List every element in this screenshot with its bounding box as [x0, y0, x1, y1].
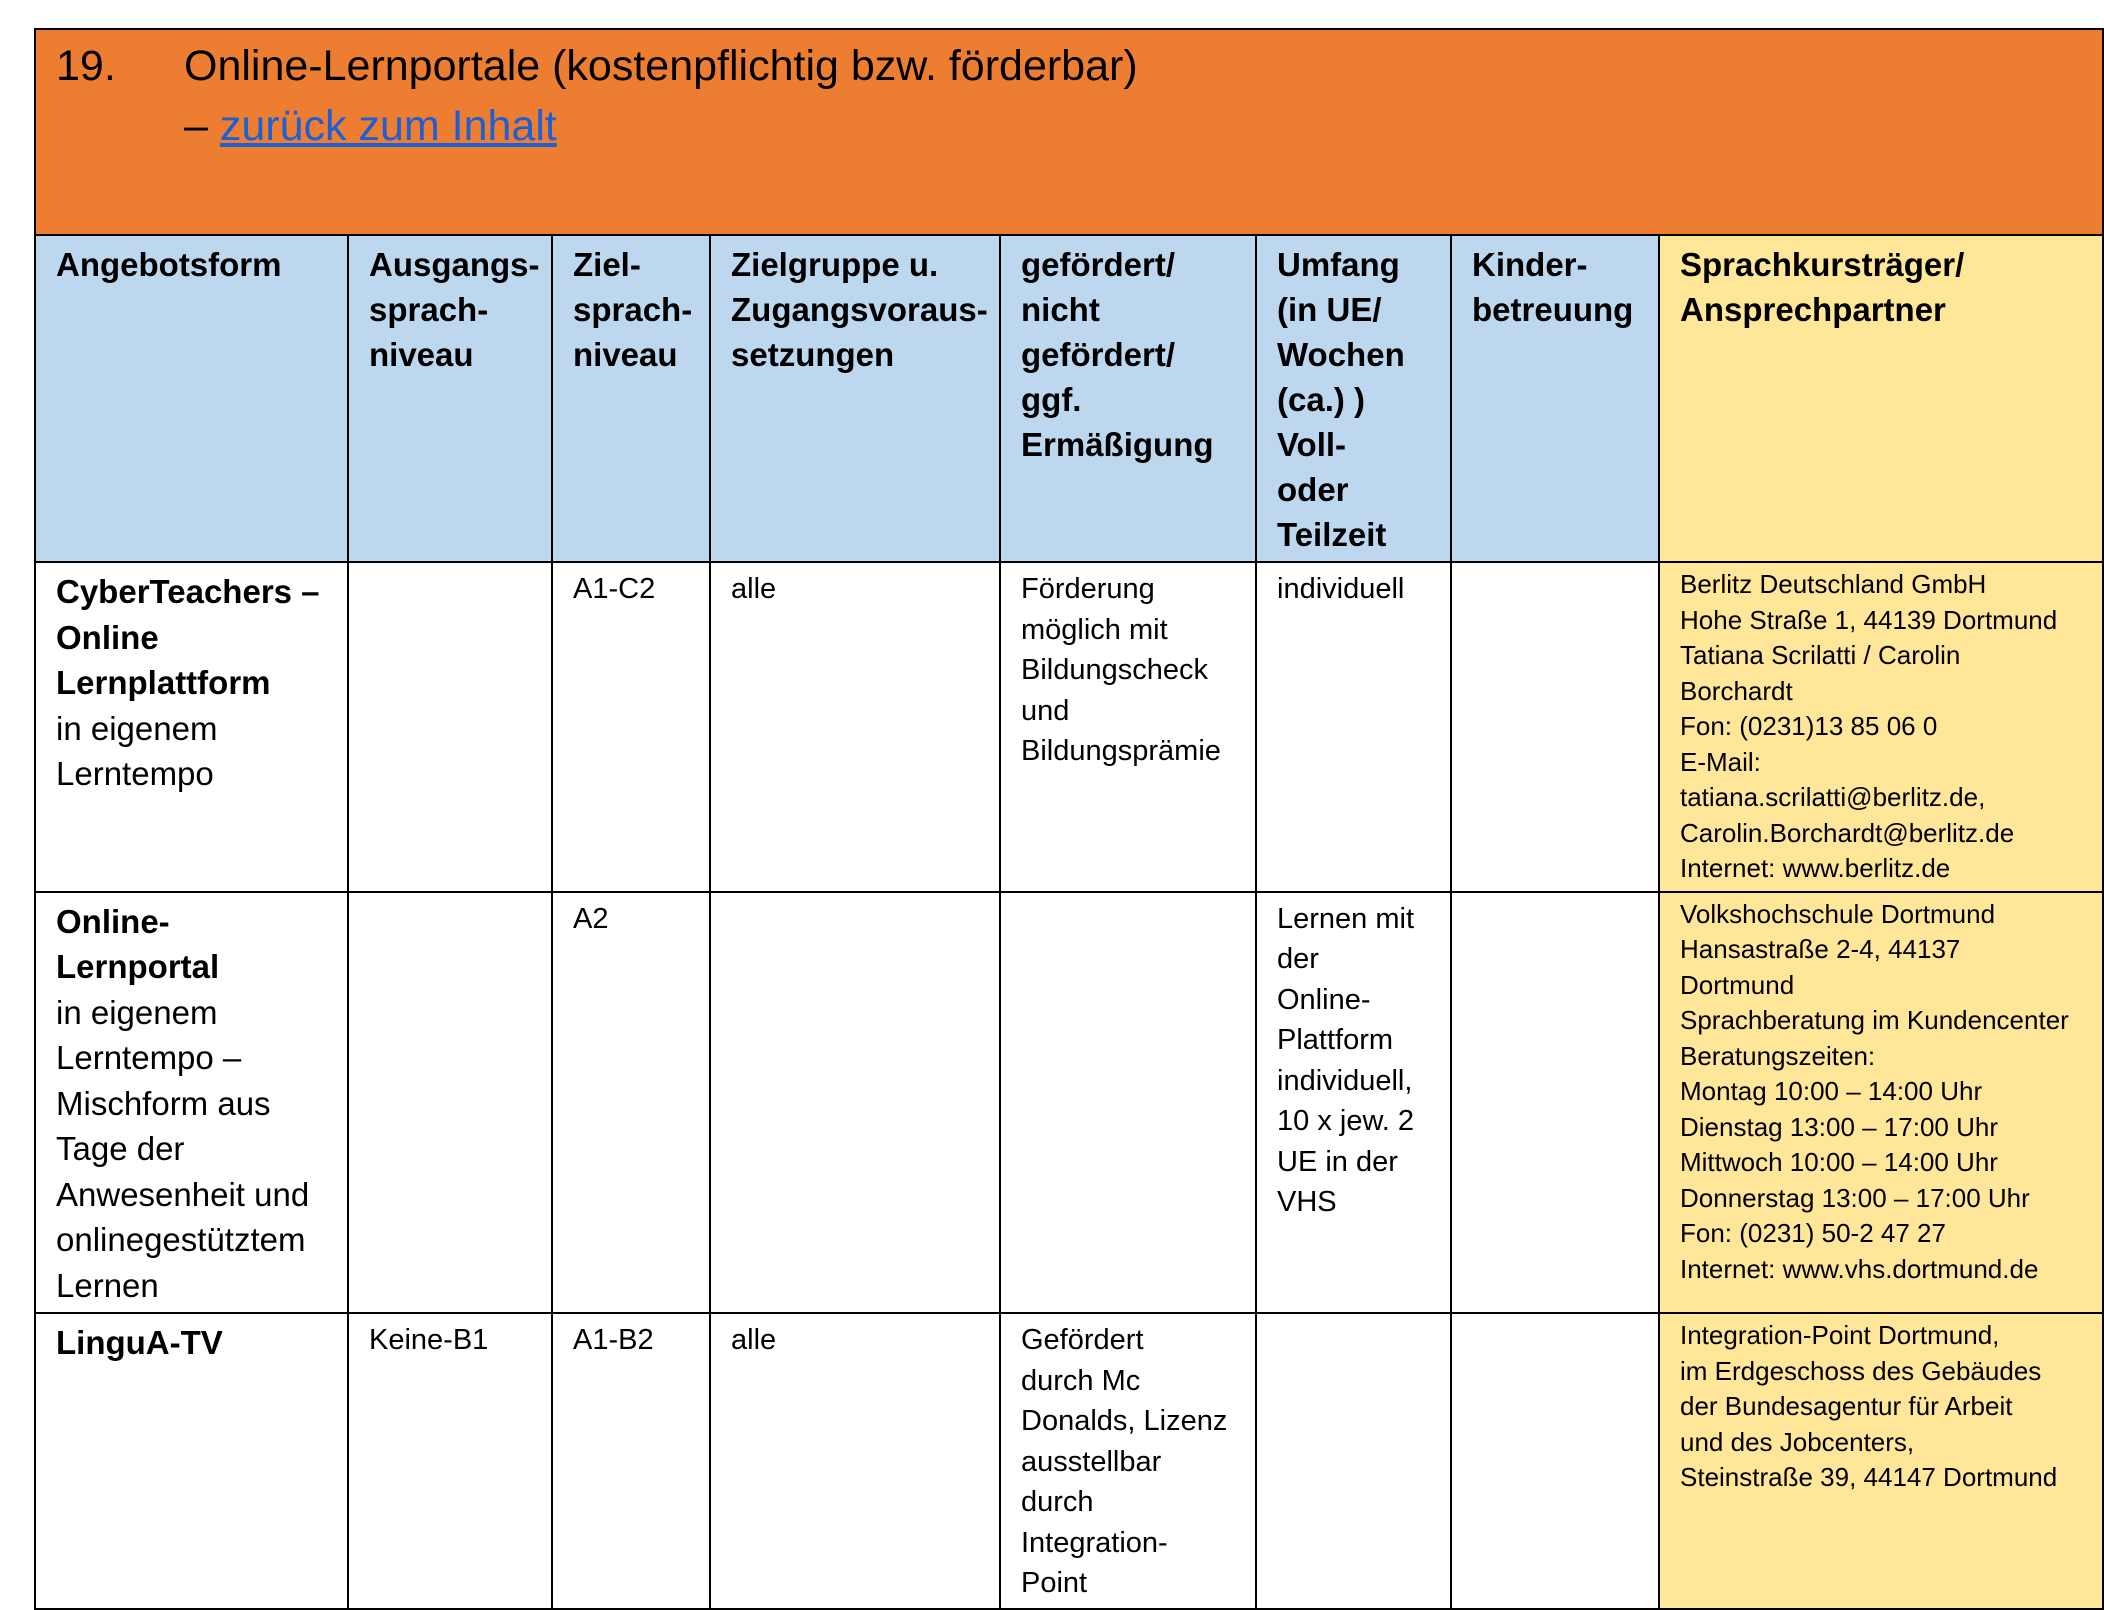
offer-name: Online — [56, 618, 159, 656]
funding-line: Point — [1021, 1567, 1088, 1599]
scope-line: individuell — [1277, 573, 1405, 605]
cell-funding — [1000, 1313, 1256, 1609]
provider-line: im Erdgeschoss des Gebäudes — [1680, 1355, 2042, 1386]
provider-line: Borchardt — [1680, 675, 1793, 706]
cell-scope — [1256, 892, 1451, 1314]
header-line: Sprachkursträger/ — [1680, 246, 1965, 283]
header-line: Angebotsform — [56, 246, 282, 283]
header-line: nicht — [1021, 291, 1100, 328]
header-target-level — [552, 235, 710, 562]
offer-name: CyberTeachers – — [56, 573, 320, 610]
provider-line: Volkshochschule Dortmund — [1680, 898, 1996, 929]
provider-line: Tatiana Scrilatti / Carolin — [1680, 640, 1961, 670]
cell-provider — [1659, 1313, 2103, 1609]
provider-line: Hansastraße 2-4, 44137 — [1680, 934, 1961, 964]
funding-line: durch Mc — [1021, 1364, 1141, 1397]
cell-offer — [35, 1313, 348, 1609]
header-line: Zugangsvoraus- — [731, 291, 988, 328]
scope-line: VHS — [1277, 1186, 1337, 1218]
provider-line: Hohe Straße 1, 44139 Dortmund — [1680, 604, 2058, 635]
header-line: ggf. — [1021, 381, 1082, 418]
header-line: Umfang — [1277, 246, 1400, 283]
offer-description: Mischform aus — [56, 1084, 271, 1122]
dash: – — [184, 102, 220, 150]
header-start-level — [348, 235, 552, 562]
header-line: betreuung — [1472, 291, 1634, 328]
provider-line: E-Mail: — [1680, 746, 1761, 777]
cell-funding — [1000, 892, 1256, 1314]
offer-name: LinguA-TV — [56, 1324, 223, 1361]
offer-description: in eigenem — [56, 709, 218, 747]
provider-line: Montag 10:00 – 14:00 Uhr — [1680, 1076, 1983, 1106]
cell-scope — [1256, 562, 1451, 892]
provider-line: Donnerstag 13:00 – 17:00 Uhr — [1680, 1182, 2030, 1213]
offer-description: Lerntempo — [56, 755, 214, 792]
header-childcare — [1451, 235, 1659, 562]
funding-line: Donalds, Lizenz — [1021, 1405, 1228, 1437]
funding-line: durch — [1021, 1486, 1094, 1518]
section-title: Online-Lernportale (kostenpflichtig bzw. förderbar) — [184, 42, 1138, 90]
header-line: gefördert/ — [1021, 336, 1176, 373]
section-number: 19. — [56, 42, 116, 90]
cell-start-level — [348, 892, 552, 1314]
header-line: Ansprechpartner — [1680, 291, 1946, 328]
cell-start-level: Keine-B1 — [348, 1313, 552, 1609]
provider-line: Carolin.Borchardt@berlitz.de — [1680, 817, 2015, 848]
funding-line: ausstellbar — [1021, 1445, 1162, 1478]
online-portals-table — [34, 28, 2104, 1610]
funding-line: und — [1021, 694, 1070, 727]
table-row — [35, 1313, 2103, 1609]
scope-line: 10 x jew. 2 — [1277, 1105, 1415, 1137]
header-line: setzungen — [731, 336, 895, 373]
scope-line: individuell, — [1277, 1064, 1413, 1097]
funding-line: Gefördert — [1021, 1324, 1144, 1356]
offer-description: in eigenem — [56, 993, 218, 1031]
cell-childcare — [1451, 562, 1659, 892]
provider-line: Mittwoch 10:00 – 14:00 Uhr — [1680, 1147, 1998, 1177]
cell-start-level — [348, 562, 552, 892]
header-line: Zielgruppe u. — [731, 246, 939, 283]
provider-line: und des Jobcenters, — [1680, 1426, 1915, 1457]
header-scope — [1256, 235, 1451, 562]
cell-target-level: A1-B2 — [552, 1313, 710, 1609]
header-line: Ermäßigung — [1021, 426, 1214, 463]
provider-line: Beratungszeiten: — [1680, 1040, 1876, 1071]
offer-name: Online- — [56, 902, 170, 940]
offer-description: Tage der — [56, 1130, 185, 1167]
cell-target-level: A2 — [552, 892, 710, 1314]
cell-target-group: alle — [710, 562, 1000, 892]
provider-line: Internet: www.berlitz.de — [1680, 853, 1951, 883]
funding-line: Integration- — [1021, 1526, 1168, 1559]
provider-line: Dienstag 13:00 – 17:00 Uhr — [1680, 1111, 1998, 1142]
header-line: Ziel- — [573, 246, 641, 283]
header-line: niveau — [573, 336, 678, 373]
section-banner — [35, 29, 2103, 235]
cell-offer — [35, 562, 348, 892]
cell-target-group — [710, 892, 1000, 1314]
provider-line: Steinstraße 39, 44147 Dortmund — [1680, 1462, 2058, 1492]
header-line: (in UE/ — [1277, 291, 1382, 328]
header-offer — [35, 235, 348, 562]
funding-line: möglich mit — [1021, 613, 1168, 646]
provider-line: Internet: www.vhs.dortmund.de — [1680, 1253, 2039, 1284]
scope-line: der — [1277, 943, 1319, 975]
back-to-contents-link[interactable]: zurück zum Inhalt — [219, 102, 557, 150]
provider-line: Sprachberatung im Kundencenter — [1680, 1005, 2069, 1035]
offer-description: onlinegestütztem — [56, 1221, 306, 1258]
header-line: Ausgangs- — [369, 246, 540, 283]
cell-childcare — [1451, 892, 1659, 1314]
cell-offer — [35, 892, 348, 1314]
cell-provider — [1659, 892, 2103, 1314]
provider-line: Dortmund — [1680, 969, 1795, 1000]
offer-name: Lernportal — [56, 948, 220, 985]
offer-description: Lerntempo – — [56, 1039, 242, 1076]
header-line: Wochen — [1277, 336, 1405, 373]
provider-line: Fon: (0231) 50-2 47 27 — [1680, 1218, 1946, 1248]
funding-line: Bildungsprämie — [1021, 735, 1221, 767]
table-row — [35, 562, 2103, 892]
header-line: (ca.) ) — [1277, 381, 1366, 418]
header-line: sprach- — [573, 291, 693, 328]
cell-scope — [1256, 1313, 1451, 1609]
cell-target-level: A1-C2 — [552, 562, 710, 892]
header-row — [35, 235, 2103, 562]
header-line: Teilzeit — [1277, 516, 1387, 553]
funding-line: Förderung — [1021, 573, 1155, 605]
provider-line: Integration-Point Dortmund, — [1680, 1320, 2000, 1350]
scope-line: UE in der — [1277, 1145, 1398, 1178]
offer-name: Lernplattform — [56, 664, 271, 701]
header-line: Voll- — [1277, 426, 1347, 463]
provider-line: Fon: (0231)13 85 06 0 — [1680, 711, 1938, 741]
provider-line: Berlitz Deutschland GmbH — [1680, 569, 1987, 599]
cell-provider — [1659, 562, 2103, 892]
scope-line: Plattform — [1277, 1024, 1394, 1056]
provider-line: der Bundesagentur für Arbeit — [1680, 1391, 2013, 1421]
header-line: niveau — [369, 336, 474, 373]
cell-childcare — [1451, 1313, 1659, 1609]
offer-description: Anwesenheit und — [56, 1175, 310, 1213]
header-line: sprach- — [369, 291, 489, 328]
funding-line: Bildungscheck — [1021, 654, 1208, 686]
header-line: oder — [1277, 471, 1349, 508]
cell-funding — [1000, 562, 1256, 892]
header-funding — [1000, 235, 1256, 562]
header-line: gefördert/ — [1021, 246, 1176, 283]
scope-line: Online- — [1277, 983, 1371, 1016]
offer-description: Lernen — [56, 1266, 159, 1304]
provider-line: tatiana.scrilatti@berlitz.de, — [1680, 782, 1986, 812]
table-row — [35, 892, 2103, 1314]
header-target-group — [710, 235, 1000, 562]
header-provider — [1659, 235, 2103, 562]
header-line: Kinder- — [1472, 246, 1588, 283]
scope-line: Lernen mit — [1277, 902, 1415, 935]
cell-target-group: alle — [710, 1313, 1000, 1609]
